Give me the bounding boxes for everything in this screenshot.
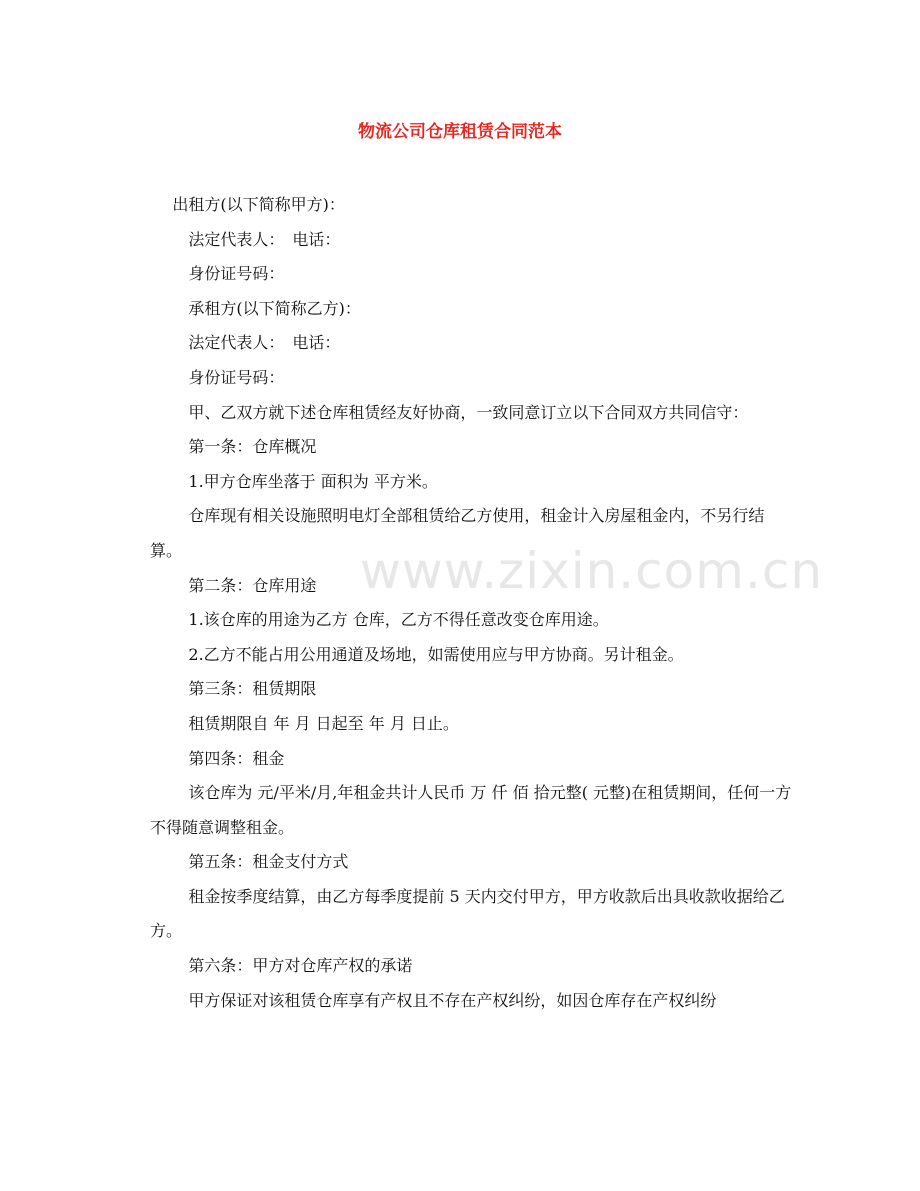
document-body — [150, 188, 794, 1018]
paragraph-lessee-representative: 法定代表人： 电话： — [188, 333, 341, 353]
paragraph-article-1-facilities: 仓库现有相关设施照明电灯全部租赁给乙方使用，租金计入房屋租金内，不另行结算。 — [150, 506, 765, 560]
heading-article-1: 第一条：仓库概况 — [188, 437, 317, 457]
paragraph-lessor-id: 身份证号码： — [188, 264, 285, 284]
paragraph-lessor: 出租方(以下简称甲方)： — [172, 195, 345, 214]
paragraph-article-6-warranty: 甲方保证对该租赁仓库享有产权且不存在产权纠纷，如因仓库存在产权纠纷 — [188, 990, 717, 1010]
paragraph-preamble: 甲、乙双方就下述仓库租赁经友好协商，一致同意订立以下合同双方共同信守： — [188, 402, 749, 422]
heading-article-3: 第三条：租赁期限 — [188, 679, 317, 699]
heading-article-5: 第五条：租金支付方式 — [188, 852, 349, 872]
paragraph-article-4-rent: 该仓库为 元/平米/月,年租金共计人民币 万 仟 佰 拾元整( 元整)在租赁期间，任何一方不得随意调整租金。 — [150, 783, 792, 837]
paragraph-lessor-representative: 法定代表人： 电话： — [188, 229, 341, 249]
paragraph-article-2-item-2: 2.乙方不能占用公用通道及场地，如需使用应与甲方协商。另计租金。 — [188, 644, 684, 664]
paragraph-article-5-payment: 租金按季度结算，由乙方每季度提前 5 天内交付甲方，甲方收款后出具收款收据给乙方。 — [150, 886, 785, 941]
paragraph-lessee: 承租方(以下简称乙方)： — [188, 298, 361, 318]
document-title: 物流公司仓库租赁合同范本 — [358, 122, 562, 142]
paragraph-article-3-term: 租赁期限自 年 月 日起至 年 月 日止。 — [188, 713, 459, 733]
watermark: www.zixin.com.cn — [360, 542, 824, 600]
heading-article-6: 第六条：甲方对仓库产权的承诺 — [188, 956, 413, 976]
heading-article-4: 第四条：租金 — [188, 748, 285, 768]
heading-article-2: 第二条：仓库用途 — [188, 575, 317, 595]
paragraph-article-2-item-1: 1.该仓库的用途为乙方 仓库，乙方不得任意改变仓库用途。 — [188, 610, 609, 630]
paragraph-lessee-id: 身份证号码： — [188, 367, 285, 387]
paragraph-article-1-item-1: 1.甲方仓库坐落于 面积为 平方米。 — [188, 471, 438, 491]
